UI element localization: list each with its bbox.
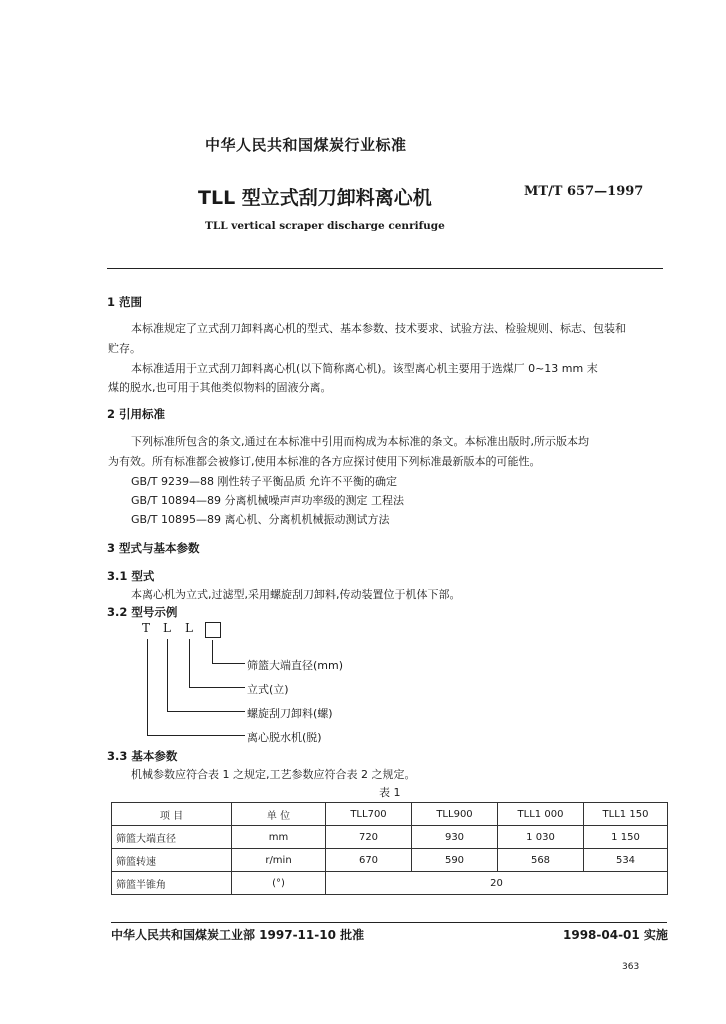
- table-header-row: [112, 803, 668, 826]
- table-header-cell: TLL700: [326, 803, 412, 826]
- english-title: TLL vertical scraper discharge cenrifuge: [205, 220, 445, 232]
- model-letter-t: T: [142, 621, 151, 635]
- top-rule: [107, 268, 663, 269]
- model-letter-l-2: L: [185, 621, 193, 635]
- leader-line: [189, 687, 245, 688]
- section-3-1-heading: 3.1 型式: [107, 569, 155, 583]
- section-3-2-heading: 3.2 型号示例: [107, 605, 178, 619]
- table-cell: 590: [412, 849, 498, 872]
- table-cell: (°): [232, 872, 326, 895]
- table-row: [112, 826, 668, 849]
- table-cell: r/min: [232, 849, 326, 872]
- table-cell: 930: [412, 826, 498, 849]
- table-header-cell: 项 目: [112, 803, 232, 826]
- section-1-heading: 1 范围: [107, 295, 143, 309]
- model-size-placeholder-box: [205, 622, 221, 638]
- table-cell: mm: [232, 826, 326, 849]
- table-header-cell: TLL1 150: [584, 803, 668, 826]
- reference-item: GB/T 10894—89 分离机械噪声声功率级的测定 工程法: [131, 494, 404, 507]
- table-cell: 670: [326, 849, 412, 872]
- leader-line: [189, 639, 190, 688]
- page-number: 363: [622, 962, 640, 972]
- table-cell: 筛篮转速: [112, 849, 232, 872]
- section-3-1-text: 本离心机为立式,过滤型,采用螺旋刮刀卸料,传动装置位于机体下部。: [131, 588, 461, 601]
- section-1-paragraph-2-line-1: 本标准适用于立式刮刀卸料离心机(以下简称离心机)。该型离心机主要用于选煤厂 0~13 mm 末: [131, 362, 598, 375]
- industry-standard-heading: 中华人民共和国煤炭行业标准: [205, 136, 407, 154]
- document-title: TLL 型立式刮刀卸料离心机: [198, 187, 432, 209]
- parameter-table: [111, 802, 668, 895]
- section-3-3-heading: 3.3 基本参数: [107, 749, 178, 763]
- table-row: [112, 849, 668, 872]
- table-cell: 筛篮大端直径: [112, 826, 232, 849]
- leader-line: [147, 735, 245, 736]
- section-1-paragraph-2-line-2: 煤的脱水,也可用于其他类似物料的固液分离。: [108, 381, 332, 394]
- reference-item: GB/T 9239—88 刚性转子平衡品质 允许不平衡的确定: [131, 475, 397, 488]
- leader-line: [212, 663, 245, 664]
- implementation-date: 1998-04-01 实施: [563, 928, 668, 942]
- section-3-3-text: 机械参数应符合表 1 之规定,工艺参数应符合表 2 之规定。: [131, 768, 416, 781]
- table-row: [112, 872, 668, 895]
- section-2-paragraph-line-1: 下列标准所包含的条文,通过在本标准中引用而构成为本标准的条文。本标准出版时,所示版本均: [131, 435, 589, 448]
- approval-line: 中华人民共和国煤炭工业部 1997-11-10 批准: [111, 928, 365, 942]
- section-2-paragraph-line-2: 为有效。所有标准都会被修订,使用本标准的各方应探讨使用下列标准最新版本的可能性。: [108, 455, 541, 468]
- reference-item: GB/T 10895—89 离心机、分离机机械振动测试方法: [131, 513, 390, 526]
- section-1-paragraph-1-line-1: 本标准规定了立式刮刀卸料离心机的型式、基本参数、技术要求、试验方法、检验规则、标志、包装和: [131, 322, 626, 335]
- leader-line: [167, 711, 245, 712]
- table-header-cell: TLL1 000: [498, 803, 584, 826]
- bottom-rule: [111, 922, 667, 923]
- table-cell: 1 150: [584, 826, 668, 849]
- table-cell: 筛篮半锥角: [112, 872, 232, 895]
- section-1-paragraph-1-line-2: 贮存。: [108, 342, 141, 355]
- table-cell: 568: [498, 849, 584, 872]
- model-letter-l: L: [163, 621, 171, 635]
- leader-line: [167, 639, 168, 712]
- section-2-heading: 2 引用标准: [107, 407, 166, 421]
- model-label-scraper: 螺旋刮刀卸料(螺): [247, 707, 333, 720]
- leader-line: [147, 639, 148, 736]
- table-cell: 1 030: [498, 826, 584, 849]
- standard-code: MT/T 657—1997: [524, 184, 644, 199]
- model-label-centrifuge: 离心脱水机(脱): [247, 731, 322, 744]
- table-header-cell: 单 位: [232, 803, 326, 826]
- section-3-heading: 3 型式与基本参数: [107, 541, 200, 555]
- table-header-cell: TLL900: [412, 803, 498, 826]
- table-cell: 534: [584, 849, 668, 872]
- table-merged-cell: 20: [326, 872, 668, 895]
- table-caption: 表 1: [379, 786, 401, 799]
- model-label-diameter: 筛篮大端直径(mm): [247, 659, 344, 672]
- model-label-vertical: 立式(立): [247, 683, 289, 696]
- leader-line: [212, 640, 213, 664]
- table-cell: 720: [326, 826, 412, 849]
